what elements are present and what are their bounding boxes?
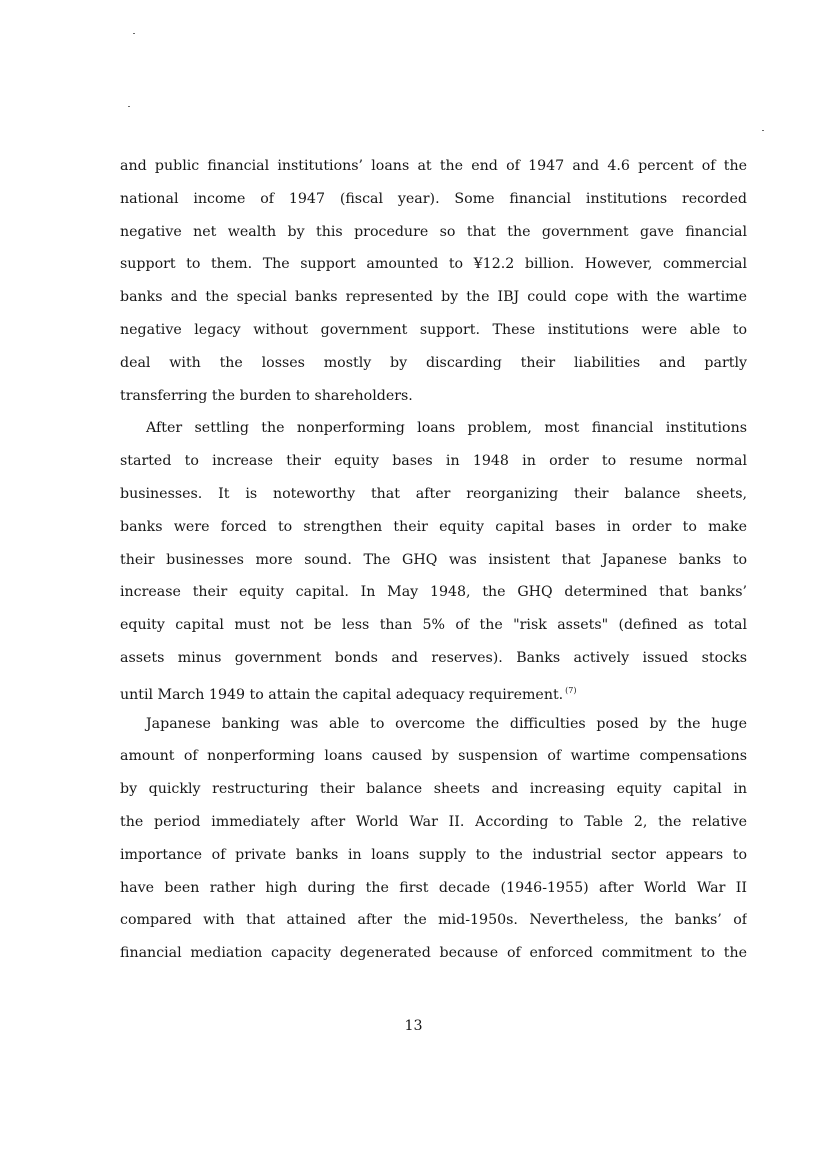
text-line: equity capital must not be less than 5% of the "risk assets" (defined as total [120, 617, 747, 634]
text-line: increase their equity capital. In May 1948, the GHQ determined that banks’ [120, 584, 747, 601]
text-line: amount of nonperforming loans caused by suspension of wartime compensations [120, 748, 747, 765]
text-line: national income of 1947 (fiscal year). Some financial institutions recorded [120, 190, 747, 207]
text-line-content: until March 1949 to attain the capital adequacy requirement. [120, 686, 564, 703]
text-line: by quickly restructuring their balance sheets and increasing equity capital in [120, 781, 747, 798]
text-line: importance of private banks in loans supply to the industrial sector appears to [120, 846, 747, 863]
page-number: 13 [404, 1018, 423, 1034]
text-line: support to them. The support amounted to ¥12.2 billion. However, commercial [120, 256, 747, 273]
text-line: the period immediately after World War II. According to Table 2, the relative [120, 813, 747, 830]
text-line: their businesses more sound. The GHQ was insistent that Japanese banks to [120, 551, 747, 568]
text-line: started to increase their equity bases in 1948 in order to resume normal [120, 453, 747, 470]
text-line: have been rather high during the first decade (1946-1955) after World War II [120, 879, 747, 896]
text-line: compared with that attained after the mid-1950s. Nevertheless, the banks’ of [120, 912, 747, 929]
text-line: financial mediation capacity degenerated because of enforced commitment to the [120, 945, 747, 962]
body-text [120, 152, 747, 972]
text-line: banks were forced to strengthen their equity capital bases in order to make [120, 518, 747, 535]
text-line: deal with the losses mostly by discarding their liabilities and partly [120, 354, 747, 371]
text-line [120, 677, 747, 710]
text-line: transferring the burden to shareholders. [120, 387, 413, 404]
text-line: After settling the nonperforming loans problem, most financial institutions [146, 420, 747, 437]
footnote-marker: (7) [565, 685, 577, 695]
text-line: Japanese banking was able to overcome the difficulties posed by the huge [146, 715, 747, 732]
text-line: businesses. It is noteworthy that after reorganizing their balance sheets, [120, 485, 747, 502]
text-line: banks and the special banks represented by the IBJ could cope with the wartime [120, 289, 747, 306]
text-line: negative net wealth by this procedure so that the government gave financial [120, 223, 747, 240]
scan-speck [133, 33, 135, 34]
text-line: assets minus government bonds and reserves). Banks actively issued stocks [120, 649, 747, 666]
scan-speck [762, 130, 764, 131]
scan-speck [128, 106, 130, 107]
text-line: negative legacy without government support. These institutions were able to [120, 321, 747, 338]
text-line: and public financial institutions’ loans at the end of 1947 and 4.6 percent of the [120, 158, 747, 174]
